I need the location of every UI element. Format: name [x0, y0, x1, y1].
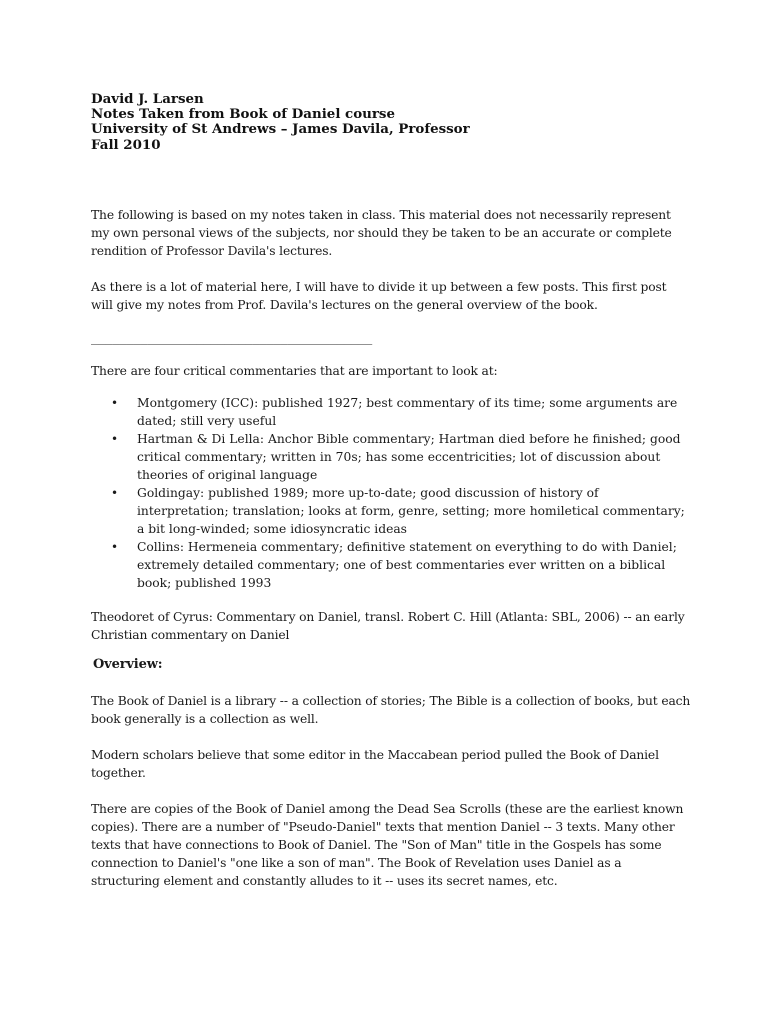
- list-item: [91, 484, 691, 538]
- bullet-icon: •: [111, 395, 119, 410]
- list-item-text: Montgomery (ICC): published 1927; best commentary of its time; some arguments are dated; still very useful: [137, 395, 678, 428]
- section-heading: Overview:: [93, 656, 163, 672]
- theodoret-reference: Theodoret of Cyrus: Commentary on Daniel, transl. Robert C. Hill (Atlanta: SBL, 2006) -- an early Christian commentary on Daniel: [91, 609, 685, 642]
- author-name: David J. Larsen: [91, 91, 204, 107]
- bullet-icon: •: [111, 485, 119, 500]
- term-line: Fall 2010: [91, 136, 161, 153]
- institution-line: University of St Andrews – James Davila, Professor: [91, 121, 470, 138]
- list-item-text: Collins: Hermeneia commentary; definitive statement on everything to do with Daniel; extremely detailed commentary; one of best commentaries ever written on a biblical book; published 1993: [137, 539, 677, 590]
- intro-paragraph: The following is based on my notes taken in class. This material does not necessarily represent my own personal views of the subjects, nor should they be taken to be an accurate or complete rendition of Professor Davila's lectures.: [91, 207, 672, 258]
- list-item: [91, 430, 691, 484]
- list-item: [91, 538, 691, 592]
- list-item-text: Goldingay: published 1989; more up-to-date; good discussion of history of interpretation; translation; looks at form, genre, setting; more homiletical commentary; a bit long-winded; some idiosyncratic ideas: [137, 485, 685, 536]
- bullet-icon: •: [111, 539, 119, 554]
- overview-paragraph: The Book of Daniel is a library -- a collection of stories; The Bible is a collection of books, but each book generally is a collection as well.: [91, 693, 691, 726]
- document-page: [91, 92, 691, 890]
- commentary-list: [91, 394, 691, 592]
- overview-paragraph: There are copies of the Book of Daniel among the Dead Sea Scrolls (these are the earliest known copies). There are a number of "Pseudo-Daniel" texts that mention Daniel -- 3 texts. Many other texts that have connections to Book of Daniel. The "Son of Man" title in the Gospels has some connection to Daniel's "one like a son of man". The Book of Revelation uses Daniel as a structuring element and constantly alludes to it -- uses its secret names, etc.: [91, 801, 684, 888]
- intro-paragraph: As there is a lot of material here, I will have to divide it up between a few posts. This first post will give my notes from Prof. Davila's lectures on the general overview of the book.: [91, 279, 667, 312]
- document-header: [91, 92, 691, 153]
- document-title: Notes Taken from Book of Daniel course: [91, 106, 395, 123]
- horizontal-rule: ________________________________________: [91, 330, 372, 345]
- commentaries-lead: There are four critical commentaries that are important to look at:: [91, 363, 498, 378]
- overview-paragraph: Modern scholars believe that some editor in the Maccabean period pulled the Book of Daniel together.: [91, 747, 659, 780]
- list-item: [91, 394, 691, 430]
- bullet-icon: •: [111, 431, 119, 446]
- list-item-text: Hartman & Di Lella: Anchor Bible commentary; Hartman died before he finished; good critical commentary; written in 70s; has some eccentricities; lot of discussion about theories of original language: [137, 431, 681, 482]
